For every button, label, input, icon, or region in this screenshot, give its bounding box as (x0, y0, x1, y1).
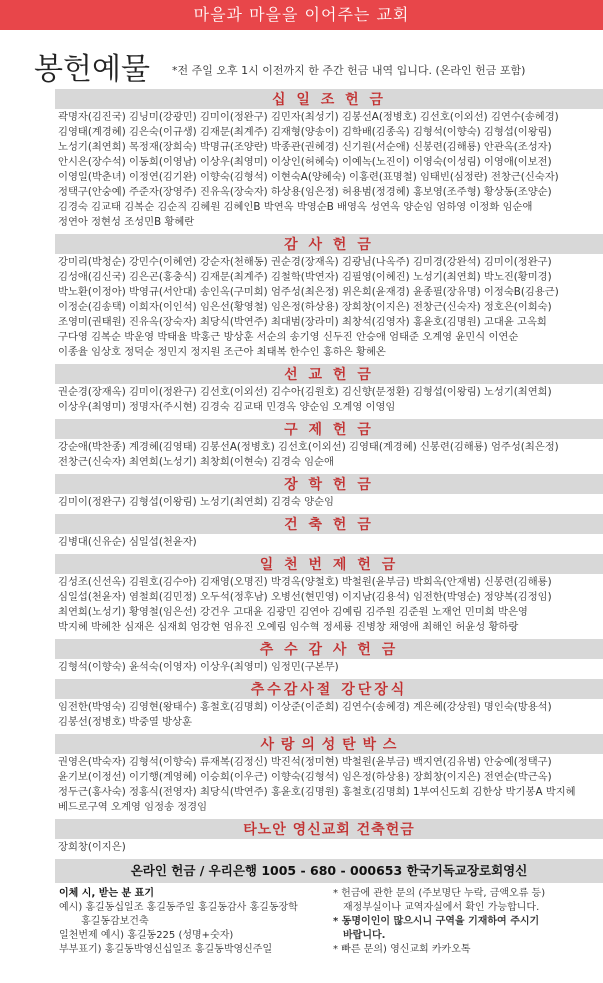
inquiry-line: * 빠른 문의) 영신교회 카카오톡 (333, 944, 471, 955)
section-heading: 일 천 번 제 헌 금 (55, 554, 603, 574)
inquiry-info (327, 887, 601, 957)
online-account: 온라인 헌금 / 우리은행 1005 - 680 - 000653 한국기독교장로회영신 (55, 859, 603, 883)
inquiry-line: * 동명이인이 많으시니 구역을 기재하여 주시기 (333, 916, 540, 927)
transfer-guide-line: 예시) 홍길동십일조 홍길동주일 홍길동감사 홍길동장학 (59, 902, 298, 913)
name-line: 강미리(박청순) 강민수(이혜연) 강순자(천해동) 권순경(장재옥) 김광님(나옥주) 김미경(강완석) 김미이(정완구) (58, 256, 552, 268)
section-names (55, 384, 603, 417)
name-line: 김성애(김신국) 김은곤(홍충식) 김재문(최계주) 김철학(박연자) 김필영(이혜진) 노성기(최연희) 박노진(황미경) (58, 271, 552, 283)
section-heading: 추 수 감 사 헌 금 (55, 639, 603, 659)
name-line: 정연아 정현성 조성민B 황혜란 (58, 216, 195, 228)
section-names (55, 574, 603, 637)
name-line: 곽명자(김진국) 김닝미(강광민) 김미이(정완구) 김민자(최성기) 김봉선A(정병호) 김선호(이외선) 김연수(송혜경) (58, 111, 559, 123)
name-line: 김병대(신유순) 심일섭(천윤자) (58, 536, 197, 548)
name-line: 장희창(이지은) (58, 841, 126, 853)
name-line: 베드로구역 오계영 임정송 정경임 (58, 801, 208, 813)
section-names (55, 109, 603, 232)
section-heading: 십 일 조 헌 금 (55, 89, 603, 109)
top-banner: 마을과 마을을 이어주는 교회 (0, 0, 603, 30)
section-names (55, 254, 603, 362)
name-line: 김경숙 김교태 김복순 김순직 김혜원 김혜인B 박연옥 박영순B 배영옥 성연옥 양순임 엄하영 이정화 임순애 (58, 201, 533, 213)
transfer-guide-line: 부부표기) 홍길동박영신십일조 홍길동박영신주일 (59, 944, 273, 955)
name-line: 이영일(박춘녀) 이정연(김기완) 이향숙(김형석) 이현숙A(양혜숙) 이홍련(표명철) 임태빈(심정란) 전창근(신숙자) (58, 171, 559, 183)
name-line: 강순애(박찬종) 계경혜(김영태) 김봉선A(정병호) 김선호(이외선) 김영태(계경혜) 신봉련(김해룡) 엄주성(최은정) (58, 441, 559, 453)
period-note: *전 주일 오후 1시 이전까지 한 주간 헌금 내역 입니다. (온라인 헌금 포함) (172, 64, 526, 77)
offering-list (55, 87, 603, 957)
section-heading: 추수감사절 강단장식 (55, 679, 603, 699)
name-line: 이정순(김송택) 이희자(이인석) 임은선(황영철) 임은정(하상용) 장희창(이지은) 전창근(신숙자) 정호은(이희숙) (58, 301, 552, 313)
name-line: 권영은(박숙자) 김형석(이향숙) 류재복(김정신) 박진석(정미현) 박철원(윤부금) 백지연(김유범) 안숭예(정택구) (58, 756, 552, 768)
section-heading: 감 사 헌 금 (55, 234, 603, 254)
section-heading: 타노안 영신교회 건축헌금 (55, 819, 603, 839)
inquiry-line: 바랍니다. (343, 930, 386, 941)
name-line: 정택구(안숭예) 주준자(장영주) 진유옥(장숙자) 하상용(임은정) 허용범(정경혜) 홍보영(조주형) 황상동(조양순) (58, 186, 552, 198)
name-line: 이상우(최영미) 정명자(주시현) 김경숙 김교태 민경옥 양순임 오계영 이영임 (58, 401, 396, 413)
name-line: 김형석(이향숙) 윤석숙(이영자) 이상우(최영미) 임정민(구본무) (58, 661, 339, 673)
transfer-guide-line: 일천번제 예시) 홍길동225 (성명+숫자) (59, 930, 234, 941)
name-line: 김미이(정완구) 김형섭(이왕림) 노성기(최연희) 김경숙 양순임 (58, 496, 334, 508)
transfer-info (55, 883, 603, 957)
page-title: 봉헌예물 (34, 52, 150, 87)
name-line: 심일섭(천윤자) 염철희(김민정) 오두석(정후남) 오병선(현민영) 이지남(김용석) 임전한(박영순) 정양복(김정임) (58, 591, 552, 603)
transfer-guide (59, 887, 327, 957)
transfer-guide-title: 이체 시, 받는 분 표기 (59, 888, 155, 899)
name-line: 권순경(장재옥) 김미이(정완구) 김선호(이외선) 김수아(김원호) 김신향(문정환) 김형섭(이왕림) 노성기(최연희) (58, 386, 552, 398)
inquiry-line: * 헌금에 관한 문의 (주보명단 누락, 금액오류 등) (333, 888, 546, 899)
section-heading: 사 랑 의 성 탄 박 스 (55, 734, 603, 754)
name-line: 윤기보(이정선) 이기행(계영혜) 이승희(이우근) 이향숙(김형석) 임은정(하상용) 장희창(이지은) 전연순(박근옥) (58, 771, 552, 783)
section-names (55, 439, 603, 472)
section-heading: 장 학 헌 금 (55, 474, 603, 494)
section-names (55, 534, 603, 552)
section-names (55, 659, 603, 677)
name-line: 정두근(홍사숙) 정홍식(전영자) 최당식(박연주) 홍윤호(김명원) 홍철호(김명희) 1부여신도회 김한상 박기봉A 박지혜 (58, 786, 576, 798)
name-line: 구다영 김복순 박운영 박태율 박홍근 방상훈 서순의 송기영 신두진 안승애 엄태준 오계영 윤민식 이연순 (58, 331, 519, 343)
section-heading: 선 교 헌 금 (55, 364, 603, 384)
transfer-guide-line: 홍길동감보건축 (81, 916, 149, 927)
section-names (55, 494, 603, 512)
name-line: 박지혜 박혜찬 심재은 심재희 엄강현 엄유진 오예림 임수혁 정세룡 진병창 채영애 최해인 허윤성 황하랑 (58, 621, 519, 633)
name-line: 최연희(노성기) 황영철(임은선) 강건우 고대윤 김광민 김연아 김예림 김주원 김준원 노재언 민미희 박은영 (58, 606, 528, 618)
name-line: 김봉선(정병호) 박중열 방상훈 (58, 716, 192, 728)
name-line: 이종율 임상호 정덕순 정민지 정지원 조근아 최태복 한수인 홍하은 황혜온 (58, 346, 386, 358)
name-line: 조영미(권태원) 진유옥(장숙자) 최당식(박연주) 최대범(장라미) 최창석(김영자) 홍윤호(김명원) 고대윤 고옥희 (58, 316, 547, 328)
section-names (55, 754, 603, 817)
name-line: 노성기(최연희) 목정재(장희숙) 박명규(조양란) 박종관(권혜경) 신기원(서순애) 신봉련(김해룡) 안관옥(조성자) (58, 141, 552, 153)
section-names (55, 699, 603, 732)
name-line: 임전한(박영숙) 김영현(왕태수) 홍철호(김명희) 이상준(이준희) 김연수(송혜경) 계은혜(강상원) 명인숙(방용석) (58, 701, 552, 713)
section-names (55, 839, 603, 857)
name-line: 김성조(신선옥) 김원호(김수아) 김재영(오명진) 박경옥(양철호) 박철원(윤부금) 박희옥(안재범) 신봉련(김해룡) (58, 576, 552, 588)
name-line: 박노환(이정아) 박영규(서안대) 송인옥(구미희) 엄주성(최은정) 위은희(윤재경) 윤종필(장유명) 이정숙B(김용근) (58, 286, 559, 298)
name-line: 전창근(신숙자) 최연희(노성기) 최창희(이현숙) 김경숙 임순애 (58, 456, 334, 468)
inquiry-line: 재정부실이나 교역자실에서 확인 가능합니다. (343, 902, 540, 913)
name-line: 안시은(장수석) 이동희(이영남) 이상우(최영미) 이상인(허혜숙) 이예녹(노진이) 이영숙(이성림) 이영애(이보전) (58, 156, 552, 168)
section-heading: 건 축 헌 금 (55, 514, 603, 534)
section-heading: 구 제 헌 금 (55, 419, 603, 439)
name-line: 김영태(계경혜) 김은숙(이규생) 김재문(최계주) 김재형(양송이) 김학배(김종옥) 김형석(이향숙) 김형섭(이왕림) (58, 126, 552, 138)
